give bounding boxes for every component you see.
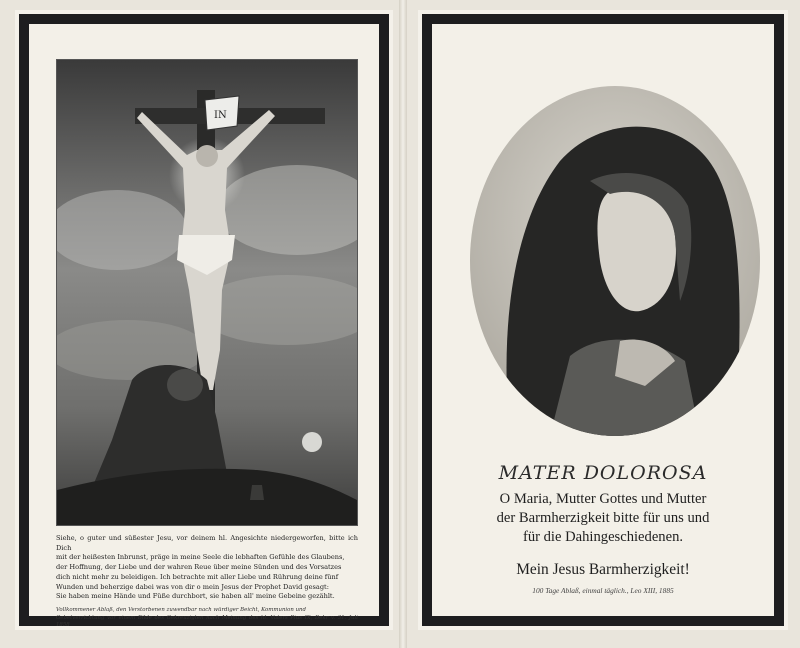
prayer-line: Siehe, o guter und süßester Jesu, vor deinem hl. Angesichte niedergeworfen, bitte ich Dich	[56, 534, 358, 552]
indulgence-footnote: 100 Tage Ablaß, einmal täglich., Leo XIII, 1885	[532, 586, 674, 595]
prayer-line: mit der heißesten Inbrunst, präge in meine Seele die lebhaften Gefühle des Glaubens,	[56, 553, 345, 562]
left-card	[15, 10, 393, 630]
right-mourning-frame	[422, 14, 784, 626]
indulgence-note	[56, 607, 358, 630]
crucifixion-image	[56, 59, 358, 526]
card-fold	[399, 0, 407, 648]
prayer-line: für die Dahingeschiedenen.	[522, 529, 684, 545]
mater-dolorosa-image	[470, 86, 760, 436]
invocation: Mein Jesus Barmherzigkeit!	[516, 561, 690, 578]
right-card	[418, 10, 788, 630]
prayer-line: dich nicht mehr zu beleidigen. Ich betrachte mit aller Liebe und Rührung deine fünf	[56, 572, 339, 581]
left-mourning-frame	[19, 14, 389, 629]
prayer-line: Sie haben meine Hände und Füße durchbort, sie haben all' meine Gebeine gezählt.	[56, 592, 335, 601]
cross-titulus-text: IN	[214, 110, 227, 121]
prayer-line: der Hoffnung, der Liebe und der wahren Reue über meine Sünden und des Vorsatzes	[56, 563, 342, 572]
indulgence-line: Vollkommener Ablaß, den Verstorbenen zuwendbar nach würdiger Beicht, Kommunion und	[56, 607, 306, 613]
prayer-line: Wunden und beherzige dabei was von dir o mein Jesus der Prophet David gesagt:	[56, 582, 329, 591]
card-title: MATER DOLOROSA	[498, 462, 708, 484]
marian-prayer	[446, 490, 760, 547]
prayer-line: O Maria, Mutter Gottes und Mutter	[499, 491, 707, 507]
indulgence-line: Gebetverrichtung vor einem Bilde des Gekreuzigten nach Meinung des hl. Vaters Pius IX, Dekr v. 31. Juli 1858	[56, 614, 358, 629]
prayer-line: der Barmherzigkeit bitte für uns und	[496, 510, 710, 526]
crucifix-prayer	[56, 534, 358, 602]
